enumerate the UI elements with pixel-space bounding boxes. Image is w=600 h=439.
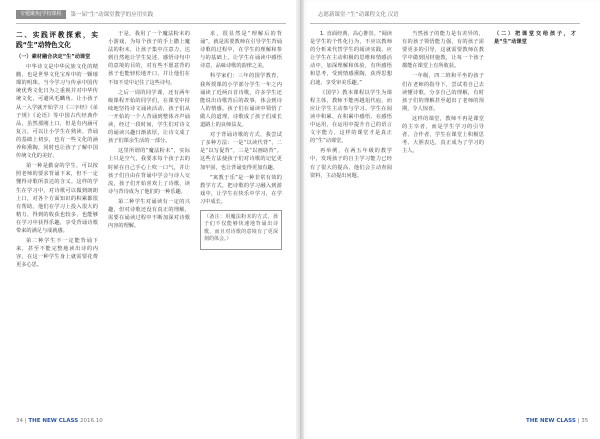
paragraph: 科学家们：三年的国学教育，我所授课的小学部分学生一年之内诵读了近两百首诗歌，许多学生还能说出诗歌背后的故事，体会到诗人的情感。孩子们在诵读中领悟了做人的道理，诗歌成了孩子们成长道路上的良师益友。 [200, 73, 282, 129]
paragraph: 这里所谓的“魔法粉末”，实际上只是空气，我要求每个孩子去的时候在自己手心上吹一口气，并让孩子们自由在背诵中学会与诗人交流，孩子们开始喜欢上了诗歌，读诗与背诗成为了他们的一种乐趣。 [108, 148, 190, 195]
subsection-heading: （二）把课堂交给孩子，才是“生”动课堂 [494, 31, 576, 46]
issue-date: 2016.10 [79, 418, 103, 424]
subsection-heading: （一）素材融合决定“生”动课堂 [16, 54, 91, 60]
paragraph: 之后一周的同学课，还有两年级课程开始的同学们，在课堂中持续地坚持诗文诵读活动，孩子们从一开始的一个人背诵到整体齐声诵读，经过一段时间，学生们对诗文的诵读兴趣日渐浓厚，让诗文成了孩子们课余生活的一部分。 [108, 89, 190, 145]
page-footer: THE NEW CLASS | 35 [526, 418, 589, 424]
paragraph: 第一种是勤奋的学生，可以按照老师的要求背诵下来，但不一定懂得诗歌所表达的含义。这样的学生在学习中，对诗歌可以做到朗朗上口，对各个方面知识的积累都很有帮助。他们在学习上投入很大的精力，得到的收获也较多，也能够在学习中获得乐趣，享受背诵诗歌带来的满足与成就感。 [16, 163, 98, 234]
magazine-name: THE NEW CLASS [526, 418, 576, 424]
paragraph: 再举例，在两五年级的教学中，发现孩子的自主学习能力已经有了很大的提高，他们会主动查阅资料，主动提出问题。 [310, 148, 392, 179]
note-text: （备注：用魔法粉末的方式，孩子们不仅能够快速地背诵出诗歌，而且对诗歌的意境有了更深刻的体会。） [204, 213, 278, 243]
page-footer: 34 | THE NEW CLASS 2016.10 [16, 418, 103, 424]
paragraph: 第二种学生不一定能背诵下来，甚至不能完整地读出诗的内容，在这一种学生身上就需要花费更多心思。 [16, 238, 98, 269]
header-rule [310, 23, 580, 24]
paragraph: 对于背诵诗歌的方式，我尝试了多种方法：一是“以读代背”，二是“以写促背”，三是“以画助背”。这些方法使孩子们对诗歌的记忆更加牢固，也让背诵变得更加有趣。 [200, 132, 282, 171]
page-number: 35 [581, 418, 589, 424]
paragraph: 一年级，四二班和平坐的孩子们在老师的指导下，尝试着自己去读懂诗歌，分享自己的理解，有时孩子们的理解甚至超出了老师的预期，令人惊喜。 [402, 73, 484, 112]
paragraph: 这样的课堂，教师不再是课堂的主宰者，而是学生学习的引导者、合作者，学生在课堂上积极思考、大胆表达，真正成为了学习的主人。 [402, 115, 484, 155]
column-6 [494, 30, 576, 48]
note-box [200, 210, 282, 250]
section-title: 二、实践评教探索，实践“生”动特色文化 [16, 31, 98, 49]
header-title: 第一届“生”动课堂教学的应用实践 [70, 12, 154, 18]
page-gutter [296, 0, 304, 439]
column-1 [16, 30, 98, 271]
page-header [16, 10, 153, 21]
header-title: 志愿新课堂·“生”动课程文化 汉语 [318, 12, 399, 18]
paragraph: “寓教于乐”是一种非常有效的教学方式，把诗歌的学习融入到游戏中，让学生在快乐中学习，在学习中成长。 [200, 174, 282, 205]
header-rule [16, 23, 286, 24]
magazine-name: THE NEW CLASS [28, 418, 79, 424]
paragraph: 1. 直面经典，高心推崇。“阅读是学生的个性化行为，不应以教师的分析来代替学生的阅读实践。应让学生在主动积极的思维和情感活动中，加深理解和体验，有所感悟和思考，受到情感熏陶，获得思想启迪，享受审美乐趣。” [310, 31, 392, 86]
column-4 [310, 30, 392, 182]
column-2 [108, 30, 190, 232]
page-number: 34 [16, 418, 23, 424]
paragraph: 第二种学生对诵读有一定的兴趣，但对诗歌还没有真正的理解，需要在诵读过程中不断加深对诗歌内容的理解。 [108, 198, 190, 230]
right-page [300, 0, 600, 439]
paragraph: 中华诗文是中华民族文化的精髓，也是世界文化宝库中的一颗璀璨的明珠。当今学习与传承中国传统优秀文化日为之重视并对中华传统文化，可避风毛麟角。让小孩子从一入学就开始学习《三字经》《弟子规》《论语》等中国古代经典作品，虽然那刚上口，但是有内涵可复言，可以让小学生在熟读、背诵的基础上初步，也有一些文化的涵养和熏陶，同时也让孩子了解中国传统文化的美好。 [16, 64, 98, 160]
paragraph: 当然孩子的能力是有差异的，有的孩子领悟能力强，有的孩子需要更多的引导，这就需要教师在教学中做到因材施教，让每一个孩子都能在课堂上有所收获。 [402, 31, 484, 70]
paragraph: 《国学》教本课程以学生为课程主体，教师不能再越俎代庖，而应让学生主动参与学习。学生在阅读中积累、在积累中感悟、在感悟中运用，在运用中提升自己的语言文字能力，这样的课堂才是真正的“生”动课堂。 [310, 89, 392, 145]
page-header [318, 10, 399, 21]
paragraph: 于是，我用了一个魔法粉末的小游戏，为每个孩子的手上撒上魔法的粉末，让孩子集中注意力，达到自然地让学生复述、感悟诗句中的意境的目的，对有些不愿意背的孩子也能轻松地开口，并让他们在不知不觉中记住了这些诗句。 [108, 31, 190, 86]
section-tag: 专题聚焦|学校课程 [16, 10, 66, 19]
paragraph: 求，很显然是“理解后的背诵”，就是需要教师在引导学生背诵诗歌的过程中，在学生的理解和参与的基础上，让学生在诵读中感悟诗意，品味诗歌的韵律之美。 [200, 31, 282, 70]
column-3 [200, 30, 282, 250]
column-5 [402, 30, 484, 157]
